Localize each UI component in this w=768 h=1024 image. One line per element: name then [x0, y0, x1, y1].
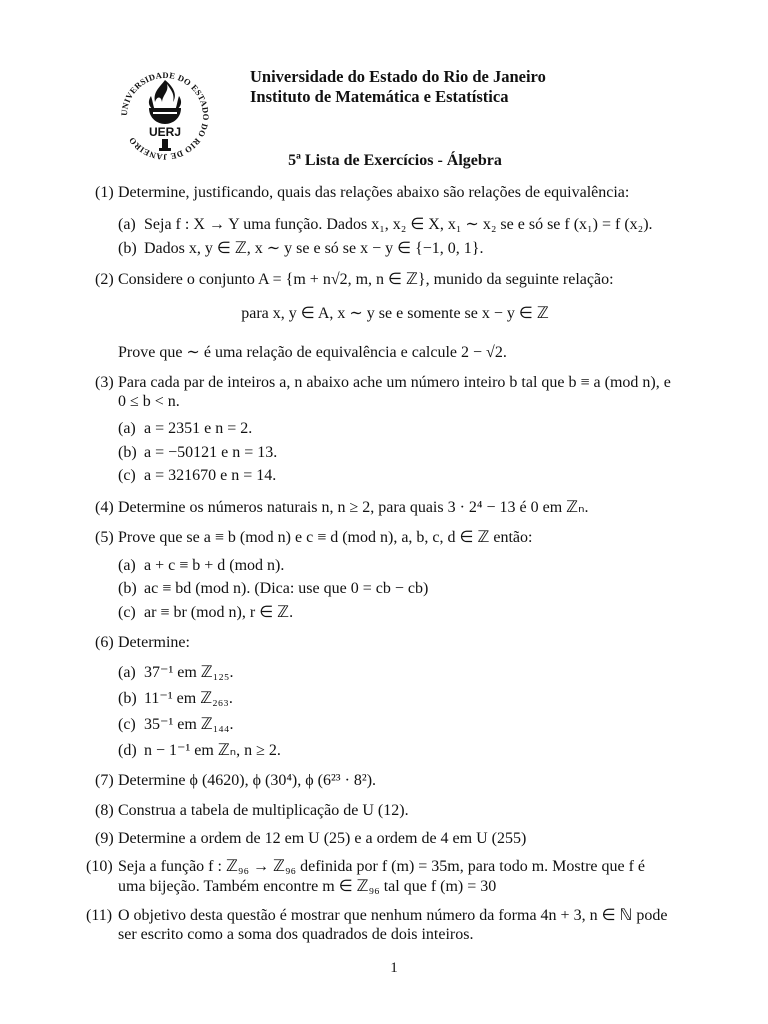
q6d-text: n − 1⁻¹ em ℤₙ, n ≥ 2. [144, 742, 281, 759]
logo-text: UERJ [148, 125, 182, 139]
q2-text: Considere o conjunto A = {m + n√2, m, n ∈ ℤ}, munido da seguinte relação: [118, 271, 614, 288]
q2-prove: Prove que ∼ é uma relação de equivalência e calcule 2 − √2. [118, 344, 507, 361]
q5b-label: (b) [118, 580, 137, 597]
q11-text-line1: O objetivo desta questão é mostrar que nenhum número da forma 4n + 3, n ∈ ℕ pode [118, 907, 668, 924]
q6b-text: 11⁻¹ em ℤ₂₆₃. [144, 690, 233, 707]
q9-text: Determine a ordem de 12 em U (25) e a ordem de 4 em U (255) [118, 830, 527, 847]
q6c-text: 35⁻¹ em ℤ₁₄₄. [144, 716, 234, 733]
q6b-label: (b) [118, 690, 137, 707]
institute-name: Instituto de Matemática e Estatística [250, 87, 509, 106]
q6-text: Determine: [118, 634, 190, 651]
q11-number: (11) [86, 907, 113, 924]
q5c-text: ar ≡ br (mod n), r ∈ ℤ. [144, 604, 294, 621]
q3b-label: (b) [118, 444, 137, 461]
q7-text: Determine ϕ (4620), ϕ (30⁴), ϕ (6²³ · 8²). [118, 772, 377, 789]
q2-number: (2) [95, 271, 114, 288]
q1-number: (1) [95, 184, 114, 201]
q5-text: Prove que se a ≡ b (mod n) e c ≡ d (mod n), a, b, c, d ∈ ℤ então: [118, 529, 533, 546]
q10-text-line1: Seja a função f : ℤ₉₆ → ℤ₉₆ definida por f (m) = 35m, para todo m. Mostre que f é [118, 858, 646, 875]
q6a-label: (a) [118, 664, 136, 681]
q9-number: (9) [95, 830, 114, 847]
uerj-logo-icon [115, 66, 215, 166]
q3-text-line1: Para cada par de inteiros a, n abaixo ache um número inteiro b tal que b ≡ a (mod n), e [118, 374, 671, 391]
q5c-label: (c) [118, 604, 136, 621]
page-number: 1 [390, 960, 398, 976]
university-name: Universidade do Estado do Rio de Janeiro [250, 67, 546, 86]
q5b-text: ac ≡ bd (mod n). (Dica: use que 0 = cb − cb) [144, 580, 429, 597]
q5-number: (5) [95, 529, 114, 546]
header-institution [250, 67, 546, 107]
q3b-text: a = −50121 e n = 13. [144, 444, 278, 461]
q1b-label: (b) [118, 240, 137, 257]
q6a-text: 37⁻¹ em ℤ₁₂₅. [144, 664, 234, 681]
q6d-label: (d) [118, 742, 137, 759]
q3c-label: (c) [118, 467, 136, 484]
q8-number: (8) [95, 802, 114, 819]
q3-number: (3) [95, 374, 114, 391]
q1a-text: Seja f : X → Y uma função. Dados x₁, x₂ ∈ X, x₁ ∼ x₂ se e só se f (x₁) = f (x₂). [144, 216, 653, 233]
q2-center-relation: para x, y ∈ A, x ∼ y se e somente se x − y ∈ ℤ [241, 305, 549, 322]
q1b-text: Dados x, y ∈ ℤ, x ∼ y se e só se x − y ∈ {−1, 0, 1}. [144, 240, 484, 257]
q1-text: Determine, justificando, quais das relações abaixo são relações de equivalência: [118, 184, 630, 201]
q3-text-line2: 0 ≤ b < n. [118, 393, 180, 410]
q1a-label: (a) [118, 216, 136, 233]
q3a-text: a = 2351 e n = 2. [144, 420, 253, 437]
q7-number: (7) [95, 772, 114, 789]
q4-number: (4) [95, 499, 114, 516]
q6-number: (6) [95, 634, 114, 651]
q4-text: Determine os números naturais n, n ≥ 2, para quais 3 · 2⁴ − 13 é 0 em ℤₙ. [118, 499, 589, 516]
q5a-text: a + c ≡ b + d (mod n). [144, 557, 285, 574]
q6c-label: (c) [118, 716, 136, 733]
q10-text-line2: uma bijeção. Também encontre m ∈ ℤ₉₆ tal que f (m) = 30 [118, 878, 497, 895]
q8-text: Construa a tabela de multiplicação de U (12). [118, 802, 409, 819]
q5a-label: (a) [118, 557, 136, 574]
q11-text-line2: ser escrito como a soma dos quadrados de dois inteiros. [118, 926, 474, 943]
q3c-text: a = 321670 e n = 14. [144, 467, 277, 484]
q10-number: (10) [86, 858, 113, 875]
q3a-label: (a) [118, 420, 136, 437]
page-title: 5ª Lista de Exercícios - Álgebra [288, 152, 502, 169]
logo-ring-text: UNIVERSIDADE DO ESTADO DO RIO DE JANEIRO [118, 69, 212, 163]
